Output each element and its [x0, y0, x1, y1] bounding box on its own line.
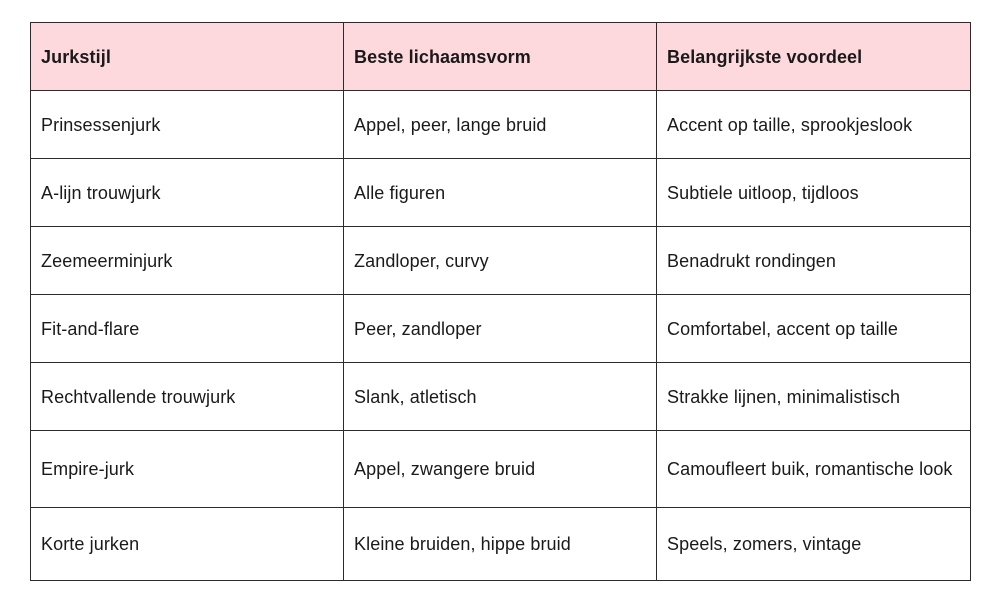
column-header-main-benefit: Belangrijkste voordeel	[657, 23, 971, 91]
cell-dress-style: Fit-and-flare	[31, 295, 344, 363]
cell-main-benefit: Strakke lijnen, minimalistisch	[657, 363, 971, 431]
cell-dress-style: Empire-jurk	[31, 431, 344, 508]
column-header-dress-style: Jurkstijl	[31, 23, 344, 91]
table-row	[31, 227, 971, 295]
table-row	[31, 431, 971, 508]
cell-main-benefit: Benadrukt rondingen	[657, 227, 971, 295]
table-header-row	[31, 23, 971, 91]
cell-body-shape: Zandloper, curvy	[344, 227, 657, 295]
column-header-body-shape: Beste lichaamsvorm	[344, 23, 657, 91]
cell-main-benefit: Accent op taille, sprookjeslook	[657, 91, 971, 159]
cell-dress-style: Rechtvallende trouwjurk	[31, 363, 344, 431]
cell-dress-style: Zeemeerminjurk	[31, 227, 344, 295]
table-row	[31, 295, 971, 363]
cell-dress-style: A-lijn trouwjurk	[31, 159, 344, 227]
cell-main-benefit: Subtiele uitloop, tijdloos	[657, 159, 971, 227]
cell-dress-style: Korte jurken	[31, 508, 344, 581]
table-row	[31, 91, 971, 159]
table-row	[31, 508, 971, 581]
dress-style-table	[30, 22, 971, 581]
cell-body-shape: Alle figuren	[344, 159, 657, 227]
cell-main-benefit: Camoufleert buik, romantische look	[657, 431, 971, 508]
cell-body-shape: Kleine bruiden, hippe bruid	[344, 508, 657, 581]
cell-body-shape: Appel, zwangere bruid	[344, 431, 657, 508]
cell-dress-style: Prinsessenjurk	[31, 91, 344, 159]
cell-body-shape: Appel, peer, lange bruid	[344, 91, 657, 159]
table-row	[31, 363, 971, 431]
cell-main-benefit: Speels, zomers, vintage	[657, 508, 971, 581]
table-row	[31, 159, 971, 227]
cell-body-shape: Peer, zandloper	[344, 295, 657, 363]
cell-main-benefit: Comfortabel, accent op taille	[657, 295, 971, 363]
cell-body-shape: Slank, atletisch	[344, 363, 657, 431]
